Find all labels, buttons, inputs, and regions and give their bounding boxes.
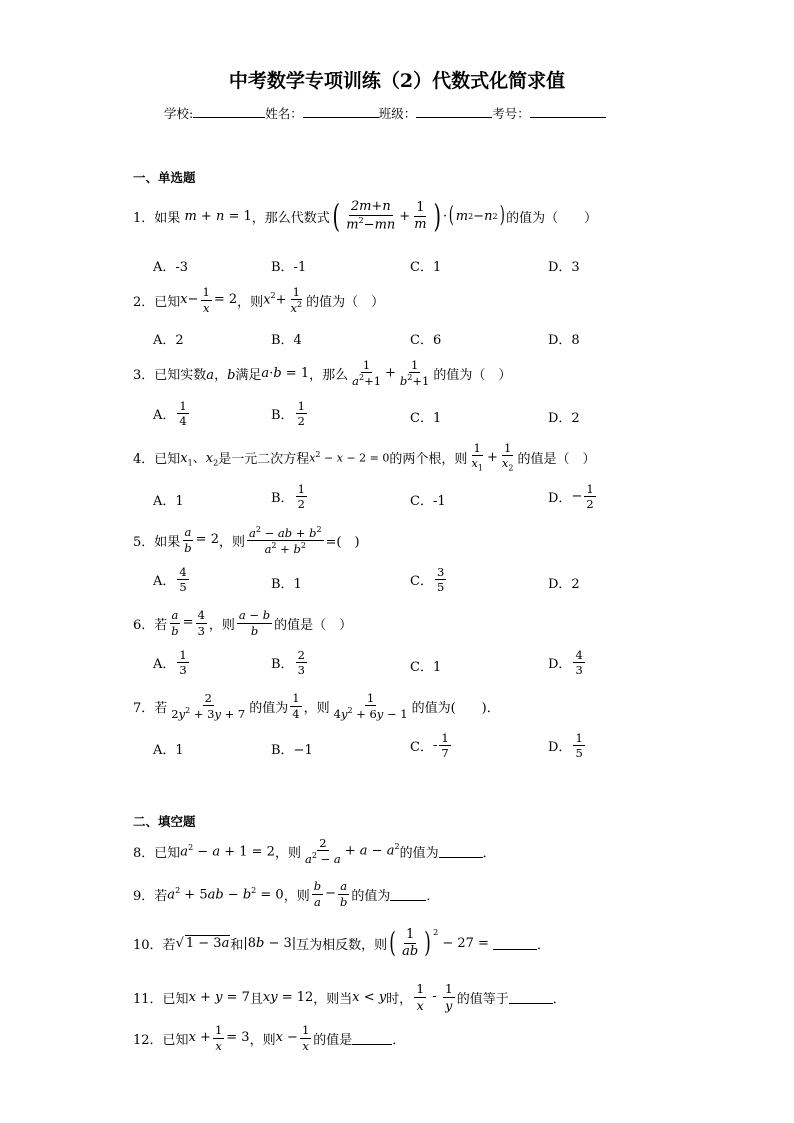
math-expression: $x^2+$ $\frac{1}{x^2}$: [263, 285, 303, 315]
math-expression: x < y: [352, 989, 387, 1005]
question-number: 9．: [133, 888, 155, 904]
option-a[interactable]: A．2: [153, 333, 184, 348]
answer-blank[interactable]: [390, 888, 426, 901]
question-number: 8．: [133, 845, 155, 861]
question-text: 如果: [154, 210, 181, 226]
option-a[interactable]: A．1: [153, 743, 184, 758]
question-text: 已知: [162, 991, 189, 1007]
class-label: 班级：: [378, 106, 417, 121]
question-text: 如果: [154, 534, 181, 550]
option-d[interactable]: D．2: [548, 577, 580, 592]
option-c[interactable]: C．6: [410, 333, 442, 348]
question-text: ，那么: [309, 367, 349, 383]
question-text: =( ): [325, 534, 360, 550]
question-text: 若: [154, 700, 168, 716]
fraction-1-2: $\frac{1}{2}$: [297, 482, 305, 512]
math-expression: a·b = 1: [261, 365, 310, 381]
question-text: ，则: [208, 617, 235, 633]
question-text: 已知: [154, 294, 181, 310]
question-11: [133, 980, 566, 1014]
number-label: 考号：: [492, 106, 530, 121]
question-text: 的值为: [399, 845, 439, 861]
question-7: [133, 689, 500, 723]
question-text: ．: [392, 1032, 406, 1048]
option-a[interactable]: A． $\frac{4}{5}$: [153, 565, 187, 595]
fraction-1-5: $\frac{1}{5}$: [575, 731, 583, 761]
option-d[interactable]: D．2: [548, 411, 580, 426]
math-expression: ( $\frac{1}{ab}$ ) $^2$ − 27 =: [389, 926, 489, 959]
option-a[interactable]: A． $\frac{1}{4}$: [153, 399, 187, 429]
question-text: ．: [426, 888, 440, 904]
question-text: 的值为: [249, 700, 289, 716]
section-title-fill-blank: 二、填空题: [133, 814, 196, 829]
option-b[interactable]: B．4: [271, 333, 302, 348]
question-1: [133, 194, 597, 238]
math-expression: $\frac{a^2 - ab + b^2}{a^2 + b^2}$: [248, 524, 322, 556]
option-d[interactable]: D．3: [548, 260, 580, 275]
question-text: 已知: [162, 1032, 189, 1048]
school-label: 学校:: [164, 106, 194, 121]
question-3: [133, 357, 511, 389]
math-expression: a，b: [206, 367, 236, 383]
option-c[interactable]: C．1: [410, 260, 442, 275]
fraction-2-3: $\frac{2}{3}$: [297, 648, 305, 678]
question-9: [133, 878, 439, 910]
question-text: 若: [154, 617, 168, 633]
fraction-1-4: $\frac{1}{4}$: [179, 399, 187, 429]
question-text: ，那么代数式: [251, 210, 330, 226]
question-text: 和: [230, 937, 244, 953]
option-a[interactable]: A． $\frac{1}{3}$: [153, 648, 187, 678]
option-d[interactable]: D．8: [548, 333, 580, 348]
math-expression: $\frac{1}{4}$: [292, 691, 300, 721]
question-text: ，则: [283, 888, 310, 904]
option-b[interactable]: B． $\frac{1}{2}$: [271, 399, 305, 429]
question-text: 且: [249, 991, 263, 1007]
name-blank[interactable]: [303, 105, 379, 118]
question-text: 已知: [154, 845, 181, 861]
option-c[interactable]: C． $\frac{3}{5}$: [410, 565, 445, 595]
math-expression: $\frac{b}{a}$ − $\frac{a}{b}$: [313, 879, 348, 909]
question-text: 已知实数: [154, 367, 207, 383]
question-text: 时，: [386, 991, 413, 1007]
fraction-1-7: $\frac{1}{7}$: [441, 731, 449, 761]
fraction-1-3: $\frac{1}{3}$: [179, 648, 187, 678]
question-text: 互为相反数，则: [296, 937, 388, 953]
math-expression: $a^2 + 5ab - b^2 = 0$: [167, 885, 284, 903]
option-a[interactable]: A．-3: [153, 260, 189, 275]
math-expression: $a^2 - a + 1 = 2$: [180, 842, 275, 860]
option-b[interactable]: B． $\frac{2}{3}$: [271, 648, 305, 678]
option-d[interactable]: D． $\frac{4}{3}$: [548, 648, 583, 678]
question-text: 满足: [235, 367, 262, 383]
fraction-3-5: $\frac{3}{5}$: [436, 565, 445, 595]
question-text: 的值等于: [456, 991, 509, 1007]
question-text: 的两个根，则: [389, 451, 468, 467]
question-number: 12．: [133, 1032, 163, 1048]
math-expression: $\frac{a - b}{b}$: [238, 608, 271, 638]
question-2: [133, 285, 384, 315]
question-text: 的值是（ ）: [517, 451, 596, 467]
math-expression: $\frac{a}{b}$ = $\frac{4}{3}$: [171, 608, 205, 638]
question-text: 的值是: [313, 1032, 353, 1048]
question-text: ．: [552, 991, 566, 1007]
math-expression: m + n = 1: [184, 208, 252, 224]
question-text: 是一元二次方程: [218, 451, 310, 467]
question-text: 的值为（ ）: [506, 210, 598, 226]
question-number: 4．: [133, 451, 155, 467]
question-number: 5．: [133, 534, 155, 550]
question-10: [133, 922, 550, 964]
fraction-1-2: $\frac{1}{2}$: [586, 482, 594, 512]
answer-blank[interactable]: [352, 1032, 392, 1045]
math-expression: x − $\frac{1}{x}$: [275, 1023, 310, 1053]
math-expression: $\frac{2}{2y^2 + 3y + 7}$: [171, 691, 246, 721]
option-b[interactable]: B．-1: [271, 260, 307, 275]
math-expression: $\frac{2}{a^2 - a}$ + $a - a^2$: [304, 836, 400, 866]
math-expression: $\frac{1}{a^2+1}$ + $\frac{1}{b^2+1}$: [352, 358, 430, 388]
answer-blank[interactable]: [493, 937, 537, 950]
option-c[interactable]: C．1: [410, 411, 442, 426]
question-text: 的值为: [351, 888, 391, 904]
math-expression: $x^2 - x - 2 = 0$: [309, 449, 390, 465]
math-expression: xy = 12: [262, 989, 314, 1005]
option-c[interactable]: C．-1: [410, 494, 446, 509]
student-info-line: [164, 104, 606, 122]
question-number: 10．: [133, 937, 163, 953]
question-text: ．: [482, 845, 496, 861]
question-text: ，则: [249, 1032, 276, 1048]
option-d[interactable]: D． $\frac{1}{5}$: [548, 731, 583, 761]
school-blank[interactable]: [193, 105, 265, 118]
question-text: 若: [162, 937, 176, 953]
answer-blank[interactable]: [509, 991, 553, 1004]
question-12: [133, 1022, 405, 1054]
option-a[interactable]: A．1: [153, 494, 184, 509]
question-number: 1．: [133, 210, 155, 226]
option-b[interactable]: B． $\frac{1}{2}$: [271, 482, 305, 512]
question-text: 的值为（ ）: [306, 294, 385, 310]
class-blank[interactable]: [416, 105, 492, 118]
question-text: ，则: [237, 294, 264, 310]
question-number: 7．: [133, 700, 155, 716]
name-label: 姓名：: [265, 106, 303, 121]
fraction-4-5: $\frac{4}{5}$: [179, 565, 187, 595]
math-expression: x + y = 7: [188, 989, 250, 1005]
section-title-single-choice: 一、单选题: [133, 170, 196, 185]
math-expression: √ 1 − 3a: [175, 936, 230, 951]
answer-blank[interactable]: [439, 845, 483, 858]
option-b[interactable]: B．1: [271, 577, 302, 592]
page-title: 中考数学专项训练（2）代数式化简求值: [228, 70, 566, 92]
math-expression: x− $\frac{1}{x}$ = 2: [180, 285, 238, 315]
number-blank[interactable]: [530, 105, 606, 118]
math-expression: $\frac{1}{4y^2 + 6y - 1}$: [333, 691, 408, 721]
question-text: 的值是（ ）: [274, 617, 353, 633]
option-c[interactable]: C．1: [410, 660, 442, 675]
question-text: ．: [536, 937, 550, 953]
math-expression: x + $\frac{1}{x}$ = 3: [188, 1023, 250, 1053]
option-b[interactable]: B．−1: [271, 743, 313, 758]
question-text: ，则当: [313, 991, 353, 1007]
question-number: 11．: [133, 991, 163, 1007]
question-text: ，则: [218, 534, 245, 550]
question-number: 2．: [133, 294, 155, 310]
question-text: ，则: [274, 845, 301, 861]
question-text: ，则: [303, 700, 330, 716]
question-4: [133, 440, 596, 474]
math-expression: ( $\frac{2m+n}{m^2-mn}$ + $\frac{1}{m}$ ) · ( m 2 − n 2 ): [332, 197, 505, 235]
question-number: 3．: [133, 367, 155, 383]
question-text: 若: [154, 888, 168, 904]
question-number: 6．: [133, 617, 155, 633]
option-d[interactable]: D． − $\frac{1}{2}$: [548, 482, 594, 512]
fraction-4-3: $\frac{4}{3}$: [575, 648, 583, 678]
question-8: [133, 835, 496, 867]
math-expression: |8b − 3|: [243, 935, 297, 951]
math-expression: $\frac{1}{x_1}$ + $\frac{1}{x_2}$: [471, 440, 514, 472]
question-text: 的值为（ ）: [433, 367, 512, 383]
question-text: 已知: [154, 451, 181, 467]
option-c[interactable]: C． - $\frac{1}{7}$: [410, 731, 449, 761]
question-text: 的值为( )．: [411, 700, 500, 716]
math-expression: $x_1$、$x_2$: [180, 450, 219, 468]
question-5: [133, 524, 360, 556]
math-expression: $\frac{a}{b}$ = 2: [184, 525, 219, 555]
question-6: [133, 607, 352, 639]
fraction-1-2: $\frac{1}{2}$: [297, 399, 305, 429]
math-expression: $\frac{1}{x}$ - $\frac{1}{y}$: [416, 981, 453, 1013]
